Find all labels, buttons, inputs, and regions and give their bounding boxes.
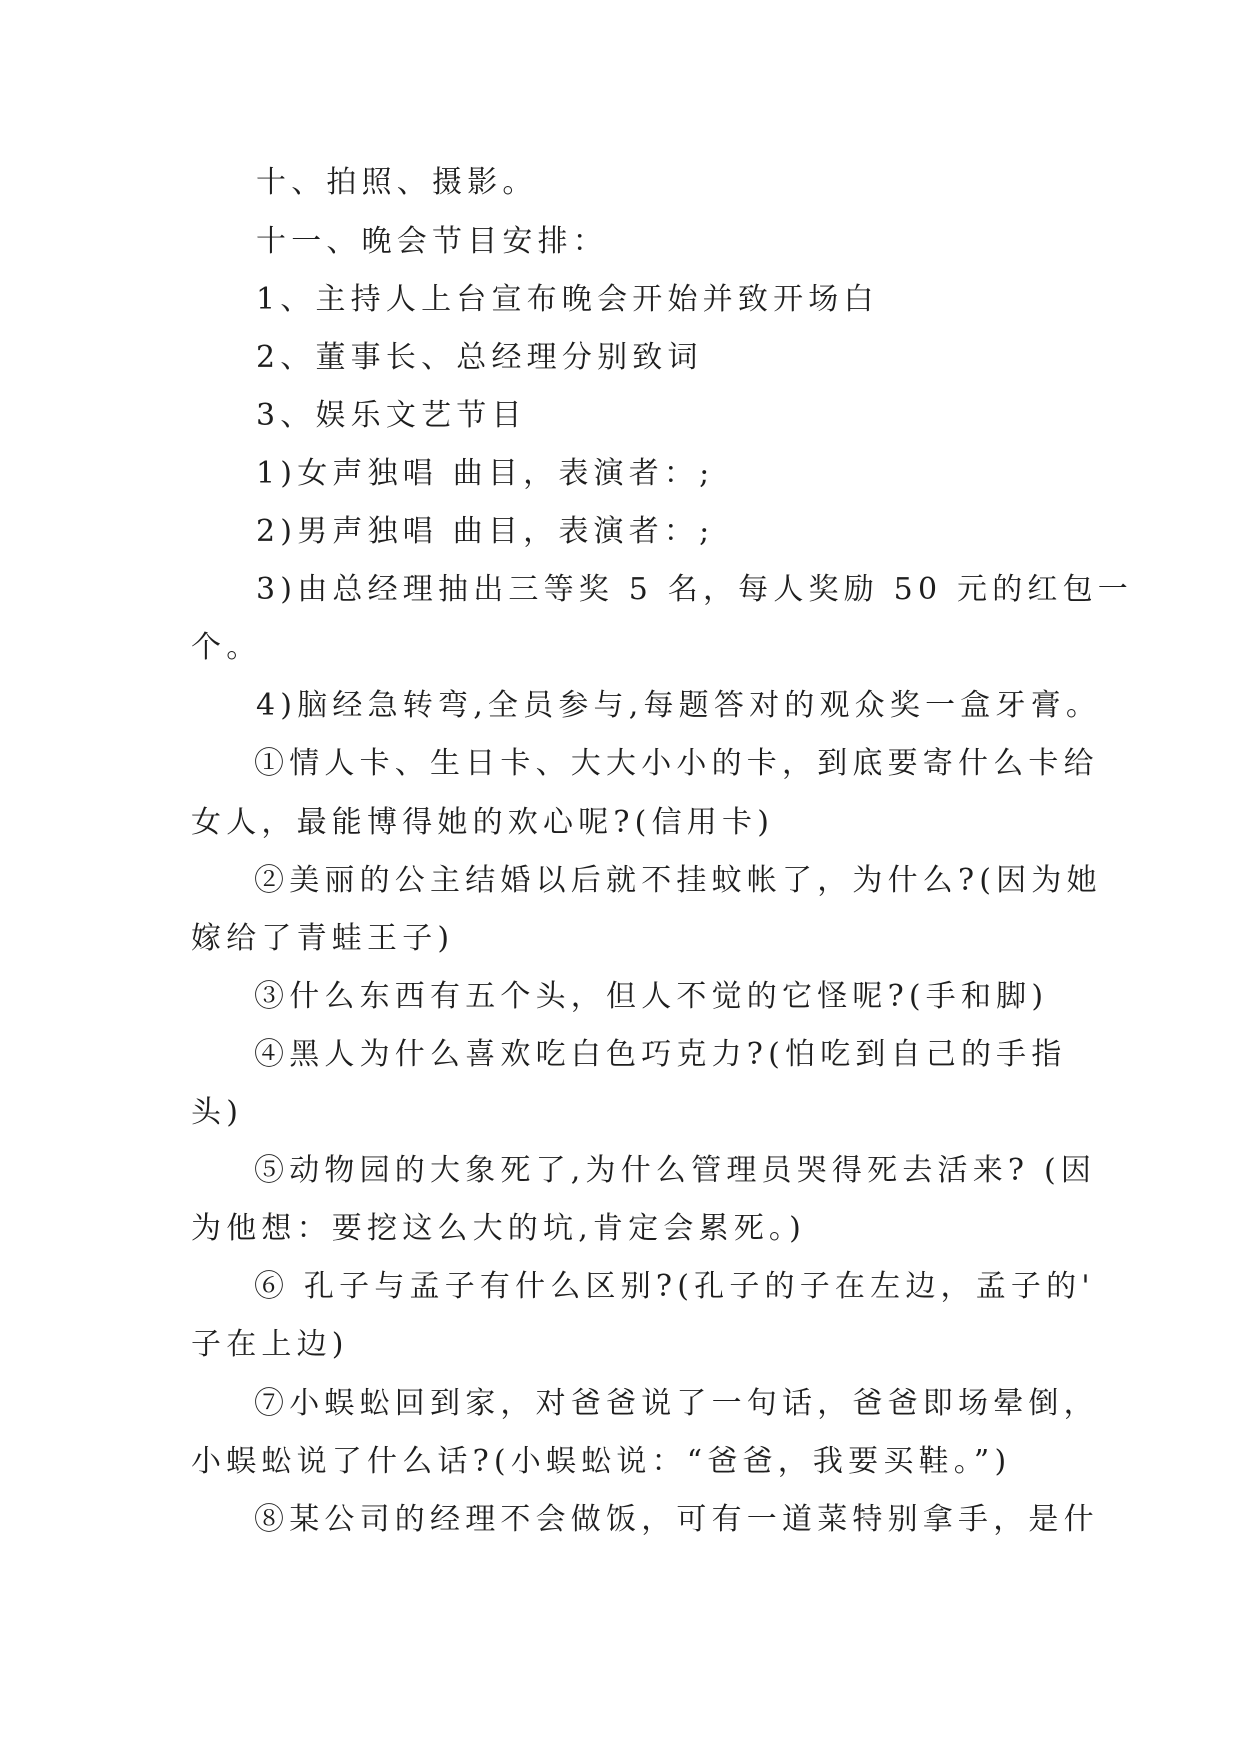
text-line: 嫁给了青蛙王子) bbox=[191, 921, 455, 956]
text-line: 2、董事长、总经理分别致词 bbox=[256, 340, 703, 375]
text-line: 1、主持人上台宣布晚会开始并致开场白 bbox=[256, 282, 879, 317]
text-line: ⑤动物园的大象死了,为什么管理员哭得死去活来? (因 bbox=[254, 1153, 1097, 1188]
text-line: ③什么东西有五个头，但人不觉的它怪呢?(手和脚) bbox=[254, 979, 1049, 1014]
text-line: 4)脑经急转弯,全员参与,每题答对的观众奖一盒牙膏。 bbox=[256, 688, 1102, 723]
text-line: 为他想：要挖这么大的坑,肯定会累死。) bbox=[191, 1211, 807, 1246]
text-line: ⑧某公司的经理不会做饭，可有一道菜特别拿手，是什 bbox=[254, 1502, 1099, 1537]
text-line: 十一、晚会节目安排： bbox=[256, 224, 608, 259]
text-line: ④黑人为什么喜欢吃白色巧克力?(怕吃到自己的手指 bbox=[254, 1037, 1067, 1072]
text-line: 子在上边) bbox=[191, 1327, 349, 1362]
text-line: ①情人卡、生日卡、大大小小的卡，到底要寄什么卡给 bbox=[254, 746, 1099, 781]
text-line: ⑥ 孔子与孟子有什么区别?(孔子的子在左边，孟子的' bbox=[254, 1269, 1095, 1304]
text-line: 女人，最能博得她的欢心呢?(信用卡) bbox=[191, 805, 775, 840]
text-line: 2)男声独唱 曲目，表演者：; bbox=[256, 514, 715, 549]
text-line: 3、娱乐文艺节目 bbox=[256, 398, 527, 433]
text-line: 3)由总经理抽出三等奖 5 名，每人奖励 50 元的红包一 bbox=[256, 572, 1133, 607]
text-line: ⑦小蜈蚣回到家，对爸爸说了一句话，爸爸即场晕倒， bbox=[254, 1386, 1099, 1421]
text-line: ②美丽的公主结婚以后就不挂蚊帐了，为什么?(因为她 bbox=[254, 863, 1102, 898]
text-line: 1)女声独唱 曲目，表演者：; bbox=[256, 456, 715, 491]
text-line: 头) bbox=[191, 1095, 244, 1130]
text-line: 十、拍照、摄影。 bbox=[256, 165, 538, 200]
text-line: 小蜈蚣说了什么话?(小蜈蚣说：“爸爸，我要买鞋。”) bbox=[191, 1444, 1012, 1479]
text-line: 个。 bbox=[191, 630, 262, 665]
